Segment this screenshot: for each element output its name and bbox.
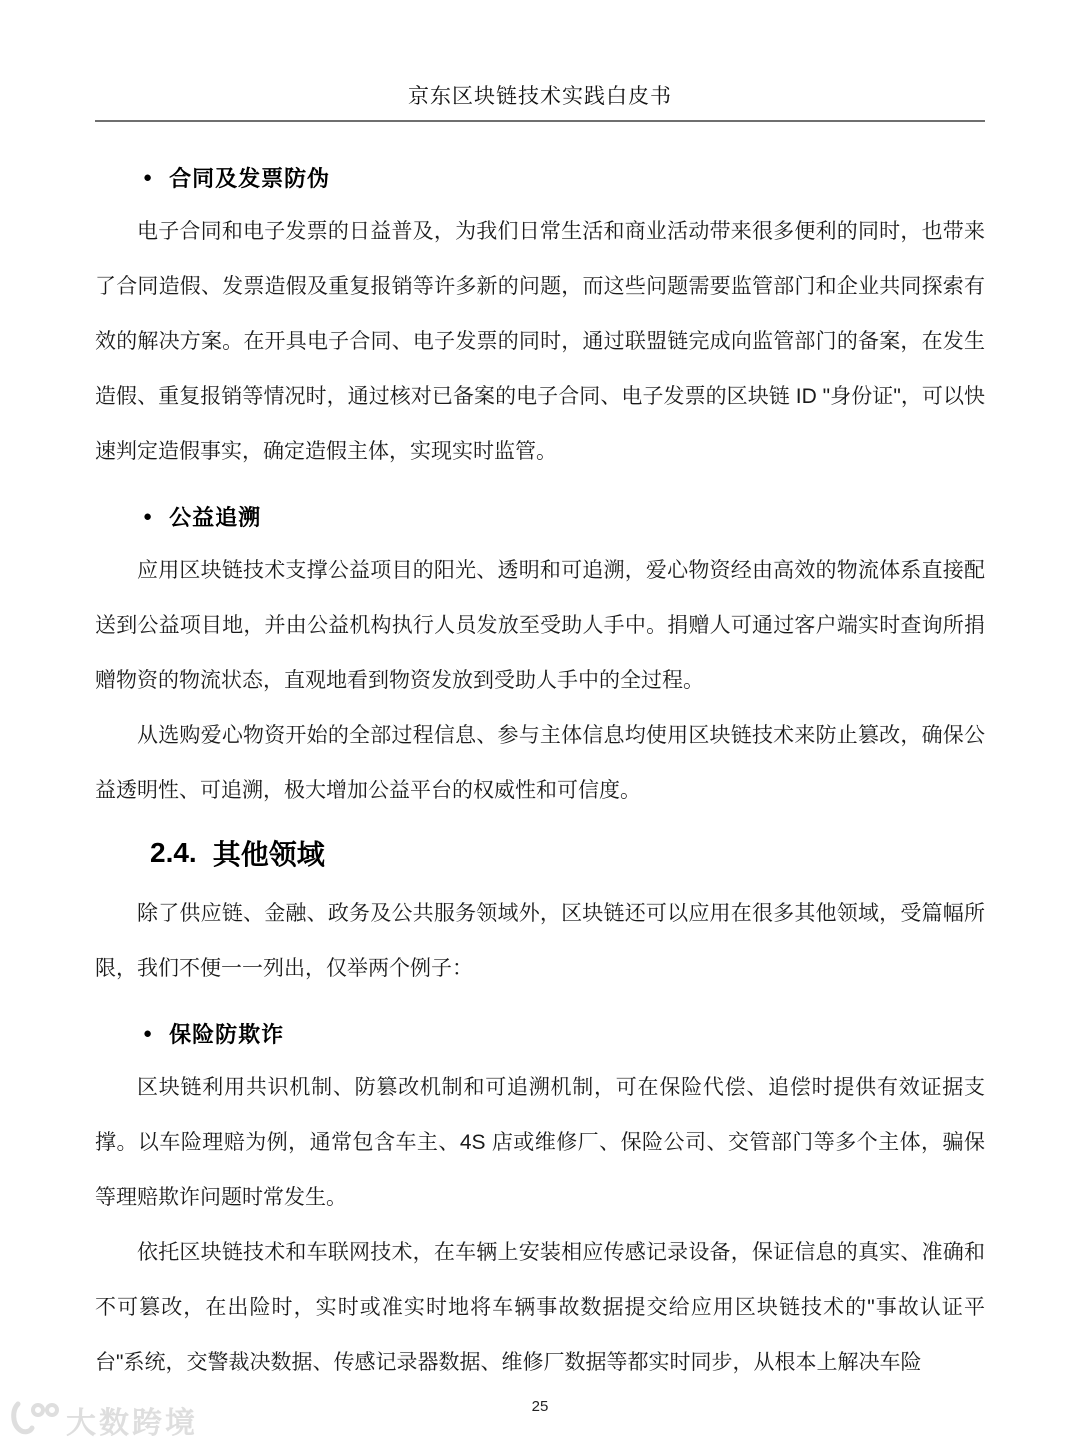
- watermark-logo-icon: [8, 1400, 60, 1441]
- section-number: 2.4.: [150, 837, 197, 868]
- section-heading-2-4: [95, 824, 985, 882]
- page-number: 25: [531, 1398, 549, 1415]
- bullet-item-charity-trace: [95, 491, 985, 541]
- bullet-item-label: 公益追溯: [169, 504, 262, 530]
- bullet-icon: ●: [143, 168, 153, 186]
- paragraph: 从选购爱心物资开始的全部过程信息、参与主体信息均使用区块链技术来防止篡改，确保公益透明性、可追溯，极大增加公益平台的权威性和可信度。: [95, 724, 985, 802]
- paragraph: 除了供应链、金融、政务及公共服务领域外，区块链还可以应用在很多其他领域，受篇幅所限，我们不便一一列出，仅举两个例子：: [95, 902, 985, 980]
- paragraph: 电子合同和电子发票的日益普及，为我们日常生活和商业活动带来很多便利的同时，也带来了合同造假、发票造假及重复报销等许多新的问题，而这些问题需要监管部门和企业共同探索有效的解决方案。在开具电子合同、电子发票的同时，通过联盟链完成向监管部门的备案，在发生造假、重复报销等情况时，通过核对已备案的电子合同、电子发票的区块链 ID "身份证"，可以快速判定造假事实，确定造假主体，实现实时监管。: [95, 220, 985, 463]
- paragraph: 区块链利用共识机制、防篡改机制和可追溯机制，可在保险代偿、追偿时提供有效证据支撑。以车险理赔为例，通常包含车主、4S 店或维修厂、保险公司、交管部门等多个主体，骗保等理赔欺诈问题时常发生。: [95, 1076, 985, 1209]
- bullet-icon: ●: [143, 507, 153, 525]
- bullet-item-contract-invoice: [95, 152, 985, 202]
- bullet-item-label: 保险防欺诈: [169, 1021, 285, 1047]
- section-title: 其他领域: [212, 839, 325, 870]
- bullet-icon: ●: [143, 1024, 153, 1042]
- bullet-item-insurance-antifraud: [95, 1008, 985, 1058]
- bullet-item-label: 合同及发票防伪: [169, 165, 331, 191]
- watermark-text: 大数跨境: [66, 1407, 198, 1440]
- watermark: [8, 1398, 198, 1442]
- paragraph: 应用区块链技术支撑公益项目的阳光、透明和可追溯，爱心物资经由高效的物流体系直接配送到公益项目地，并由公益机构执行人员发放至受助人手中。捐赠人可通过客户端实时查询所捐赠物资的物流状态，直观地看到物资发放到受助人手中的全过程。: [95, 559, 985, 692]
- document-header-title: 京东区块链技术实践白皮书: [408, 85, 672, 108]
- page-content: [0, 122, 1080, 1390]
- paragraph: 依托区块链技术和车联网技术，在车辆上安装相应传感记录设备，保证信息的真实、准确和不可篡改，在出险时，实时或准实时地将车辆事故数据提交给应用区块链技术的"事故认证平台"系统，交警裁决数据、传感记录器数据、维修厂数据等都实时同步，从根本上解决车险: [95, 1241, 985, 1374]
